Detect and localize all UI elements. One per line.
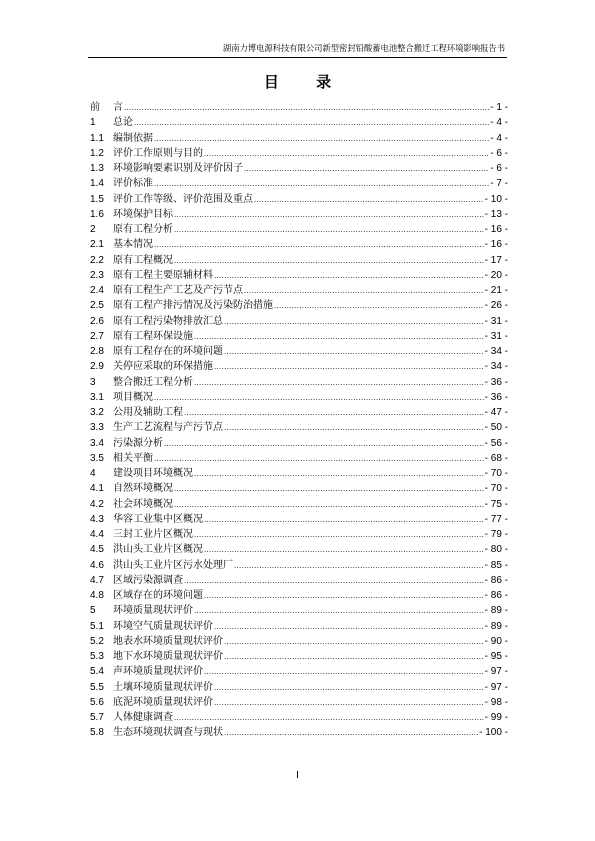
toc-entry-number: 2.3	[90, 269, 104, 281]
toc-entry[interactable]	[90, 146, 508, 161]
toc-entry-number: 4.3	[90, 513, 104, 525]
toc-dot-leader	[234, 558, 484, 573]
toc-entry-number: 1.5	[90, 193, 104, 205]
toc-entry-title: 原有工程分析	[113, 224, 173, 235]
toc-dot-leader	[194, 375, 484, 390]
toc-entry-page: - 56 -	[484, 437, 508, 449]
toc-entry[interactable]	[90, 405, 508, 420]
toc-entry-page: - 75 -	[484, 498, 508, 510]
toc-entry[interactable]	[90, 512, 508, 527]
toc-entry[interactable]	[90, 664, 508, 679]
toc-entry-page: - 100 -	[479, 727, 508, 739]
toc-entry-page: - 4 -	[490, 117, 508, 129]
toc-entry-number: 4.6	[90, 559, 104, 571]
toc-entry-title: 公用及辅助工程	[113, 407, 183, 418]
toc-entry-number: 2.5	[90, 300, 104, 312]
toc-entry[interactable]	[90, 390, 508, 405]
toc-entry-page: - 36 -	[484, 376, 508, 388]
toc-entry-number: 4	[90, 468, 96, 479]
toc-dot-leader	[254, 192, 484, 207]
toc-dot-leader	[224, 420, 484, 435]
toc-entry-page: - 77 -	[484, 513, 508, 525]
toc-entry[interactable]	[90, 695, 508, 710]
toc-entry-number: 4.4	[90, 529, 104, 540]
toc-dot-leader	[204, 542, 484, 557]
toc-entry[interactable]	[90, 497, 508, 512]
toc-entry-title: 相关平衡	[113, 452, 153, 464]
toc-entry-title: 土壤环境质量现状评价	[113, 681, 213, 693]
toc-entry-number: 5.4	[90, 666, 104, 678]
toc-entry-page: - 13 -	[484, 208, 508, 220]
toc-entry-number: 4.5	[90, 544, 104, 556]
toc-entry-title: 评价标准	[113, 178, 153, 190]
toc-entry[interactable]	[90, 283, 508, 298]
toc-dot-leader	[224, 649, 484, 664]
toc-entry[interactable]	[90, 314, 508, 329]
toc-entry[interactable]	[90, 207, 508, 222]
toc-entry-title: 评价工作等级、评价范围及重点	[113, 193, 253, 205]
toc-dot-leader	[174, 481, 484, 496]
toc-entry-number: 2.2	[90, 254, 104, 266]
toc-dot-leader	[204, 146, 489, 161]
toc-entry-title: 总论	[113, 117, 133, 129]
page-number: I	[296, 770, 299, 781]
toc-entry[interactable]	[90, 131, 508, 146]
toc-dot-leader	[224, 314, 484, 329]
toc-entry-page: - 85 -	[484, 559, 508, 571]
toc-entry-number: 5.8	[90, 727, 104, 739]
toc-entry[interactable]	[90, 481, 508, 496]
toc-entry-title: 原有工程产排污情况及污染防治措施	[113, 300, 273, 312]
toc-entry-page: - 79 -	[484, 529, 508, 540]
toc-entry-page: - 34 -	[484, 346, 508, 357]
toc-entry-page: - 86 -	[484, 590, 508, 601]
toc-entry-page: - 97 -	[484, 666, 508, 678]
toc-entry-number: 5.7	[90, 712, 104, 723]
toc-entry[interactable]	[90, 222, 508, 237]
toc-entry-number: 2.6	[90, 315, 104, 327]
toc-entry[interactable]	[90, 436, 508, 451]
toc-entry[interactable]	[90, 298, 508, 313]
toc-entry-page: - 36 -	[484, 391, 508, 403]
toc-dot-leader	[194, 527, 484, 542]
toc-dot-leader	[174, 222, 484, 237]
toc-dot-leader	[184, 573, 484, 588]
toc-entry[interactable]	[90, 542, 508, 557]
toc-entry[interactable]	[90, 237, 508, 252]
toc-entry-page: - 4 -	[490, 132, 508, 144]
toc-entry-number: 1.3	[90, 163, 104, 174]
header-rule	[88, 57, 507, 58]
toc-entry-title: 污染源分析	[113, 437, 163, 449]
toc-entry-title: 原有工程污染物排放汇总	[113, 315, 223, 327]
toc-dot-leader	[174, 497, 484, 512]
toc-entry[interactable]	[90, 253, 508, 268]
toc-entry-title: 声环境质量现状评价	[113, 666, 203, 678]
toc-entry-page: - 6 -	[490, 147, 508, 159]
toc-entry-number: 2.7	[90, 330, 104, 342]
toc-entry-page: - 68 -	[484, 452, 508, 464]
toc-entry-number: 2.8	[90, 346, 104, 357]
toc-entry-title: 原有工程环保设施	[113, 330, 193, 342]
toc-entry-number: 5.3	[90, 651, 104, 662]
toc-entry[interactable]	[90, 268, 508, 283]
toc-entry[interactable]	[90, 375, 508, 390]
toc-entry-page: - 70 -	[484, 468, 508, 479]
toc-entry-number: 4.8	[90, 590, 104, 601]
toc-entry-title: 编制依据	[113, 132, 153, 144]
toc-dot-leader	[224, 634, 484, 649]
toc-entry[interactable]	[90, 359, 508, 374]
toc-dot-leader	[244, 161, 489, 176]
toc-entry-title: 环境空气质量现状评价	[113, 620, 213, 632]
toc-entry-number: 3.2	[90, 407, 104, 418]
toc-entry-title: 地表水环境质量现状评价	[113, 635, 223, 647]
toc-entry-title: 言	[113, 102, 123, 113]
toc-dot-leader	[154, 451, 484, 466]
toc-dot-leader	[214, 695, 484, 710]
toc-entry-title: 自然环境概况	[113, 483, 173, 495]
toc-dot-leader	[194, 603, 484, 618]
toc-entry-number: 3	[90, 376, 96, 388]
toc-entry-page: - 31 -	[484, 330, 508, 342]
toc-dot-leader	[274, 298, 484, 313]
toc-entry-title: 原有工程生产工艺及产污节点	[113, 285, 243, 296]
toc-entry-page: - 97 -	[484, 681, 508, 693]
toc-entry[interactable]	[90, 588, 508, 603]
toc-entry-page: - 31 -	[484, 315, 508, 327]
toc-entry-number: 3.3	[90, 422, 104, 434]
toc-entry-number: 5.2	[90, 635, 104, 647]
toc-entry[interactable]	[90, 161, 508, 176]
toc-entry-number: 1.4	[90, 178, 104, 190]
toc-entry[interactable]	[90, 710, 508, 725]
toc-dot-leader	[154, 176, 489, 191]
toc-entry-page: - 21 -	[484, 285, 508, 296]
toc-entry-page: - 89 -	[484, 605, 508, 617]
toc-entry-title: 整合搬迁工程分析	[113, 376, 193, 388]
toc-dot-leader	[214, 680, 484, 695]
toc-entry-title: 原有工程存在的环境问题	[113, 346, 223, 357]
toc-entry-page: - 20 -	[484, 269, 508, 281]
toc-entry[interactable]	[90, 344, 508, 359]
toc-dot-leader	[134, 115, 489, 130]
toc-entry-page: - 98 -	[484, 696, 508, 708]
toc-dot-leader	[174, 253, 484, 268]
toc-dot-leader	[174, 710, 484, 725]
toc-entry-title: 底泥环境质量现状评价	[113, 696, 213, 708]
toc-title: 目 录	[263, 73, 348, 91]
toc-dot-leader	[214, 359, 484, 374]
toc-entry-title: 关停应采取的环保措施	[113, 361, 213, 373]
toc-dot-leader	[154, 131, 489, 146]
toc-entry-title: 地下水环境质量现状评价	[113, 651, 223, 662]
toc-entry[interactable]	[90, 634, 508, 649]
toc-entry-title: 洪山头工业片区概况	[113, 544, 203, 556]
toc-entry-title: 三封工业片区概况	[113, 529, 193, 540]
toc-entry-page: - 10 -	[484, 193, 508, 205]
toc-entry-page: - 99 -	[484, 712, 508, 723]
toc-dot-leader	[204, 512, 484, 527]
toc-entry-title: 生态环境现状调查与现状	[113, 727, 223, 739]
toc-entry-title: 社会环境概况	[113, 498, 173, 510]
toc-entry-page: - 50 -	[484, 422, 508, 434]
toc-entry-number: 前	[90, 102, 100, 113]
toc-entry[interactable]	[90, 573, 508, 588]
toc-entry-page: - 34 -	[484, 361, 508, 373]
toc-dot-leader	[194, 466, 484, 481]
toc-entry[interactable]	[90, 619, 508, 634]
toc-entry[interactable]	[90, 680, 508, 695]
toc-dot-leader	[184, 405, 484, 420]
toc-entry-title: 评价工作原则与目的	[113, 147, 203, 159]
toc-dot-leader	[164, 436, 484, 451]
toc-entry-title: 区域存在的环境问题	[113, 590, 203, 601]
toc-entry-number: 3.5	[90, 452, 104, 464]
toc-entry-number: 1	[90, 117, 96, 129]
toc-entry-number: 4.2	[90, 498, 104, 510]
toc-entry-title: 基本情况	[113, 239, 153, 251]
toc-entry-title: 原有工程概况	[113, 254, 173, 266]
toc-dot-leader	[124, 100, 489, 115]
toc-entry-number: 2.1	[90, 239, 104, 251]
toc-dot-leader	[194, 329, 484, 344]
toc-entry-number: 5	[90, 605, 96, 617]
table-of-contents	[90, 100, 508, 741]
toc-entry[interactable]	[90, 466, 508, 481]
toc-dot-leader	[204, 664, 484, 679]
toc-entry[interactable]	[90, 420, 508, 435]
toc-dot-leader	[204, 588, 484, 603]
toc-entry-title: 建设项目环境概况	[113, 468, 193, 479]
toc-entry-page: - 70 -	[484, 483, 508, 495]
toc-entry-page: - 7 -	[490, 178, 508, 190]
toc-entry[interactable]	[90, 329, 508, 344]
toc-dot-leader	[174, 207, 484, 222]
toc-entry[interactable]	[90, 649, 508, 664]
toc-dot-leader	[224, 725, 478, 740]
toc-entry-page: - 90 -	[484, 635, 508, 647]
toc-entry-number: 1.2	[90, 147, 104, 159]
toc-entry-title: 生产工艺流程与产污节点	[113, 422, 223, 434]
toc-entry-page: - 89 -	[484, 620, 508, 632]
toc-entry-title: 环境质量现状评价	[113, 605, 193, 617]
toc-entry-title: 原有工程主要原辅材料	[113, 269, 213, 281]
toc-entry-title: 洪山头工业片区污水处理厂	[113, 559, 233, 571]
toc-dot-leader	[154, 390, 484, 405]
toc-entry-page: - 6 -	[490, 163, 508, 174]
toc-entry-page: - 17 -	[484, 254, 508, 266]
toc-entry-number: 3.1	[90, 391, 104, 403]
toc-entry-page: - 16 -	[484, 224, 508, 235]
toc-entry-title: 区域污染源调查	[113, 574, 183, 586]
toc-entry-page: - 47 -	[484, 407, 508, 418]
toc-entry-title: 项目概况	[113, 391, 153, 403]
toc-entry[interactable]	[90, 603, 508, 618]
toc-entry-title: 环境保护目标	[113, 208, 173, 220]
toc-entry[interactable]	[90, 558, 508, 573]
toc-entry-number: 2	[90, 224, 96, 235]
toc-dot-leader	[214, 619, 484, 634]
toc-entry-number: 1.6	[90, 208, 104, 220]
toc-entry-number: 4.7	[90, 574, 104, 586]
toc-entry-page: - 80 -	[484, 544, 508, 556]
toc-entry[interactable]	[90, 176, 508, 191]
toc-entry-page: - 16 -	[484, 239, 508, 251]
toc-dot-leader	[224, 344, 484, 359]
toc-entry[interactable]	[90, 192, 508, 207]
toc-entry-title: 人体健康调查	[113, 712, 173, 723]
toc-entry[interactable]	[90, 115, 508, 130]
toc-entry-title: 环境影响要素识别及评价因子	[113, 163, 243, 174]
toc-entry-page: - 26 -	[484, 300, 508, 312]
toc-entry[interactable]	[90, 451, 508, 466]
toc-entry-number: 1.1	[90, 132, 104, 144]
toc-entry-page: - 86 -	[484, 574, 508, 586]
toc-dot-leader	[154, 237, 484, 252]
running-header: 湖南力博电源科技有限公司新型密封铅酸蓄电池整合搬迁工程环境影响报告书	[222, 43, 505, 53]
toc-entry[interactable]	[90, 527, 508, 542]
toc-entry-title: 华容工业集中区概况	[113, 513, 203, 525]
toc-entry-number: 5.6	[90, 696, 104, 708]
toc-dot-leader	[244, 283, 484, 298]
toc-entry-page: - 1 -	[490, 102, 508, 113]
toc-entry-number: 2.4	[90, 285, 104, 296]
toc-entry-number: 5.5	[90, 681, 104, 693]
toc-entry[interactable]	[90, 100, 508, 115]
toc-dot-leader	[214, 268, 484, 283]
toc-entry-page: - 95 -	[484, 651, 508, 662]
toc-entry-number: 4.1	[90, 483, 104, 495]
toc-entry[interactable]	[90, 725, 508, 740]
toc-entry-number: 2.9	[90, 361, 104, 373]
toc-entry-number: 3.4	[90, 437, 104, 449]
toc-entry-number: 5.1	[90, 620, 104, 632]
